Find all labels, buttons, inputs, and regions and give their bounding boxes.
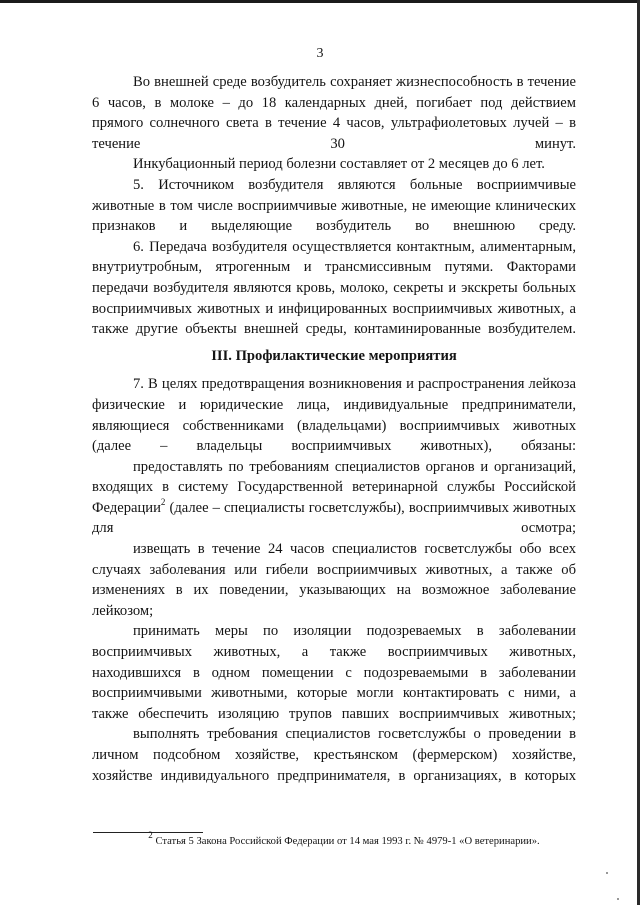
list-item-inspection [92,457,576,539]
paragraph-5-source: 5. Источником возбудителя являются больные восприимчивые животные в том числе восприимчивые животные, не имеющие клинических признаков и выделяющие возбудитель во внешнюю среду. [92,176,576,235]
list-item-requirements: выполнять требования специалистов госветслужбы о проведении в личном подсобном хозяйстве, крестьянском (фермерском) хозяйстве, хозяйстве индивидуального предпринимателя, в организациях, в которых [92,726,576,784]
scan-speck [606,872,608,874]
section-heading: III. Профилактические мероприятия [211,347,457,364]
list-item-isolation: принимать меры по изоляции подозреваемых в заболевании восприимчивых животных, а также восприимчивых животных, находившихся в одном помещении с подозреваемыми в заболевании восприимчивыми животными, которые могли контактировать с ними, а также обеспечить изоляцию трупов павших восприимчивых животных; [92,623,576,722]
list-item-inspection-text: предоставлять по требованиям специалистов органов и организаций, входящих в систему Государственной ветеринарной службы Российской Федерации [92,458,576,516]
paragraph-6-transmission: 6. Передача возбудителя осуществляется контактным, алиментарным, внутриутробным, ятрогенным и трансмиссивным путями. Факторами передачи возбудителя являются кровь, молоко, секреты и экскреты больных восприимчивых животных и инфицированных восприимчивых животных, а также другие объекты внешней среды, контаминированные возбудителем. [92,238,576,338]
paragraph-incubation: Инкубационный период болезни составляет от 2 месяцев до 6 лет. [133,156,545,173]
scan-edge-top [0,0,640,3]
footnote [0,830,640,847]
footnote-mark: 2 [148,830,153,841]
paragraph-survival: Во внешней среде возбудитель сохраняет жизнеспособность в течение 6 часов, в молоке – до 18 календарных дней, погибает под действием прямого солнечного света в течение 4 часов, ультрафиолетовых лучей – в течение 30 минут. [92,74,576,152]
list-item-notify: извещать в течение 24 часов специалистов госветслужбы обо всех случаях заболевания или гибели восприимчивых животных, а также об изменениях в их поведении, указывающих на возможное заболевание лейкозом; [92,541,576,619]
footnote-text: Статья 5 Закона Российской Федерации от 14 мая 1993 г. № 4979-1 «О ветеринарии». [152,836,540,847]
page-number: 3 [316,46,324,61]
scan-speck [617,898,619,900]
paragraph-7-obligations: 7. В целях предотвращения возникновения и распространения лейкоза физические и юридические лица, индивидуальные предприниматели, являющиеся собственниками (владельцами) восприимчивых животных (далее – владельцы восприимчивых животных), обязаны: [92,376,576,455]
footnote-reference: 2 [160,497,166,508]
document-body [92,72,576,786]
list-item-inspection-text-cont: (далее – специалисты госветслужбы), восприимчивых животных для осмотра; [92,499,576,537]
